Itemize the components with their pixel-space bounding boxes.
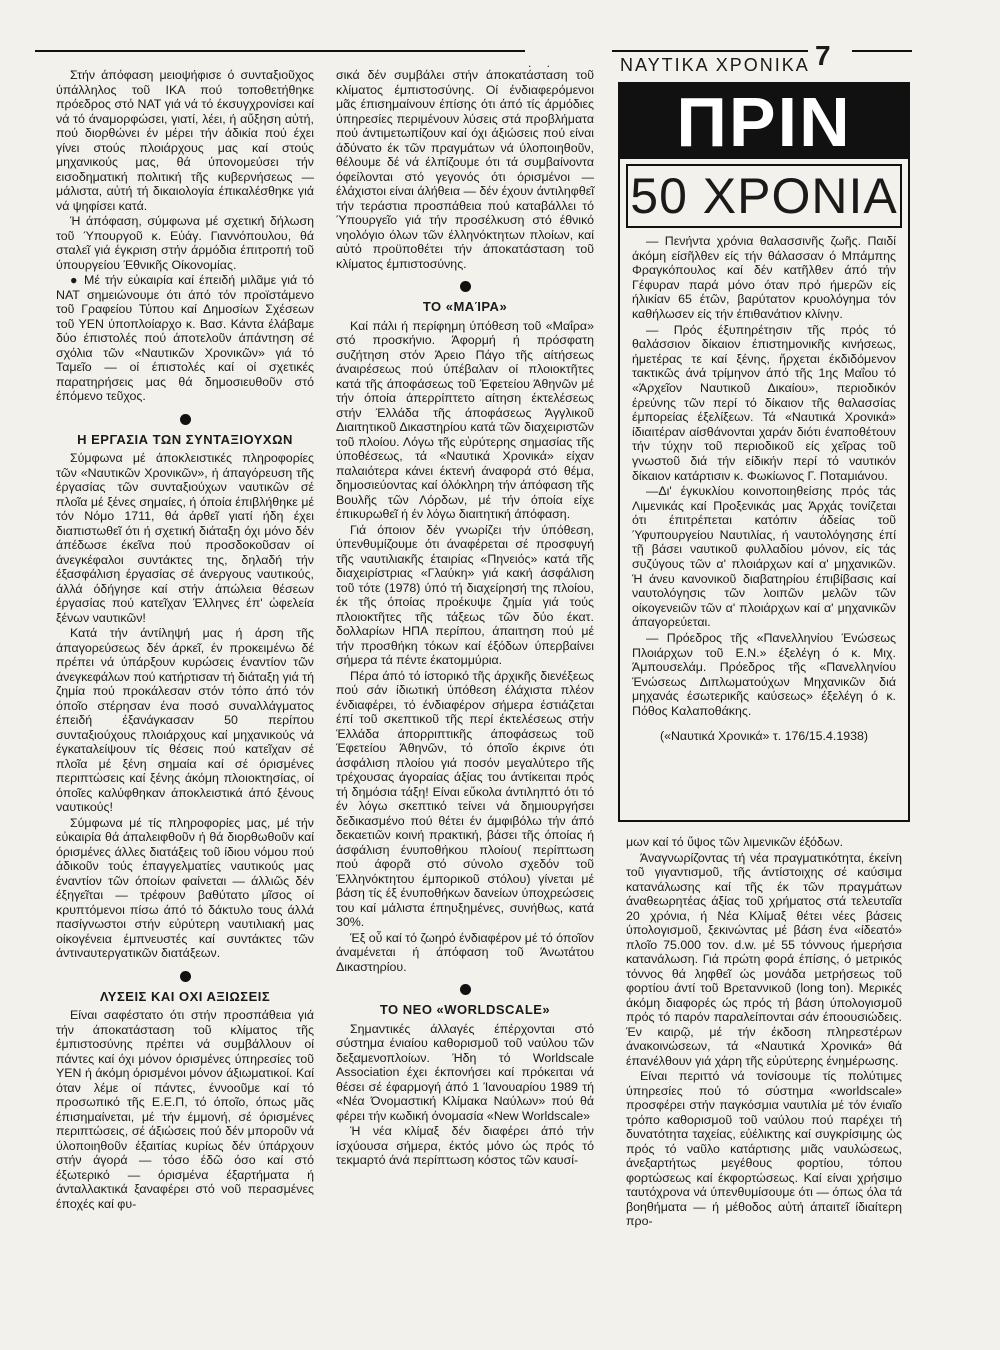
paragraph: Πέρα άπό τό ίστορικό τῆς άρχικῆς διενέξεως πού σάν ίδιωτική ύπόθεση έλάχιστα πλέον ένδιαφέρει, τό ένδιαφέρον σήμερα έστιάζεται έπί τοῦ σκεπτικοῦ τῆς περί έκτελέσεως στήν Έλλάδα άπορριπτικῆς άποφάσεως τοῦ Έφετείου Άθηνῶν, τό όποῖο έκρινε ότι άσφάλιση πλοίου γιά ποσόν μεγαλύτερο τῆς τρέχουσας άγοραίας άξίας του άντίκειται πρός τή δημόσια τάξη! Είναι εὔκολα άντιληπτό ότι τό έν λόγω σκεπτικό τείνει νά δημιουργήσει δεδικασμένο πού θέτει έν άμφιβόλω τήν άπό δεκαετιῶν κοινή πρακτική, βάσει τῆς όποίας ή άσφάλιση ένυποθήκου πλοίου( περίπτωση πού άφορᾶ στό σύνολο σχεδόν τοῦ Έλληνόκτητου έμπορικοῦ στόλου) γίνεται μέ βάση τίς έξ ένυποθήκων δανείων ύποχρεώσεις του καί μάλιστα έπηυξημένες, συνήθως, κατά 30%. bbox=[336, 668, 594, 929]
paragraph: Σημαντικές άλλαγές έπέρχονται στό σύστημα ένιαίου καθορισμοῦ τοῦ ναύλου τῶν δεξαμενοπλοίων. Ήδη τό Worldscale Association έχει έκπονήσει καί πρόκειται νά θέσει σέ έφαρμογή άπό 1 Ίανουαρίου 1989 τή «Νέα Όνομαστική Κλίμακα Ναύλων» πού θά φέρει τήν κωδική όνομασία «New Worldscale» bbox=[336, 1021, 594, 1123]
column-1 bbox=[56, 68, 314, 1212]
paragraph: Ή νέα κλίμαξ δέν διαφέρει άπό τήν ίσχύουσα σήμερα, έκτός μόνο ώς πρός τό τεκμαρτό άνά περίπτωση κόστος τῶν καυσί- bbox=[336, 1124, 594, 1167]
section-heading: ΛΥΣΕΙΣ ΚΑΙ ΟΧΙ ΑΞΙΩΣΕΙΣ bbox=[99, 988, 271, 1004]
paragraph: Ή άπόφαση, σύμφωνα μέ σχετική δήλωση τοῦ Ύπουργοῦ κ. Εὐάγ. Γιαννόπουλου, θά σταλεῖ γιά έγκριση στήν άρμόδια έπιτροπή τοῦ ύπουργείου Έθνικῆς Οίκονομίας. bbox=[56, 214, 314, 272]
paragraph: — Πρόεδρος τῆς «Πανελληνίου Ένώσεως Πλοιάρχων τοῦ Ε.Ν.» έξελέγη ό κ. Μιχ. Άμπουσελάμ. Πρόεδρος τῆς «Πανελληνίου Ένώσεως Διπλωματούχων Μηχανικῶν διά μηχανάς έσωτερικῆς καύσεως» έξελέγη ό κ. Πόθος Καλαποθάκης. bbox=[632, 631, 896, 718]
paragraph: Γιά όποιον δέν γνωρίζει τήν ύπόθεση, ύπενθυμίζουμε ότι άναφέρεται σέ προσφυγή τῆς ναυτιλιακῆς έταιρίας «Πηνειός» κατά τῆς διαχειρίστριας «Γλαύκη» γιά κακή άσφάλιση τοῦ τότε (1978) ύπό τή διαχείρησή της πλοίου, έκ τῆς όποίας προέκυψε ζημία γιά τούς πλοιοκτῆτες τῆς τάξεως τῶν δύο έκατ. δολλαρίων ΗΠΑ περίπου, άπαιτηση πού μέ τήν προσθήκη τόκων καί έξόδων ύπερβαίνει σήμερα τά πέντε έκατομμύρια. bbox=[336, 522, 594, 667]
header-rule-mid bbox=[612, 50, 808, 52]
paragraph: Είναι περιττό νά τονίσουμε τίς πολύτιμες ύπηρεσίες πού τό σύστημα «worldscale» προσφέρει στήν παγκόσμια ναυτιλία μέ τόν ένιαῖο τρόπο καθορισμοῦ τοῦ ναύλου πού παρέχει τή δυνατότητα ταχείας, εὐέλικτης καί συγκρίσιμης ώς πρός τό ναῦλο κατάρτισης μιᾶς ναυλώσεως, άνεξαρτήτως μεγέθους φορτίου, τόπου φορτώσεως καί έκφορτώσεως. Καί είναι χρήσιμο ταυτόχρονα νά ύπενθυμίσουμε ότι — όπως όλα τά βοηθήματα — ή μέθοδος αὐτή άπαιτεῖ ίδιαίτερη προ- bbox=[626, 1069, 902, 1228]
paragraph: μων καί τό ὕψος τῶν λιμενικῶν έξόδων. bbox=[626, 835, 844, 849]
page-number: 7 bbox=[815, 40, 831, 71]
paragraph: σικά δέν συμβάλει στήν άποκατάσταση τοῦ κλίματος έμπιστοσύνης. Οί ένδιαφερόμενοι μᾶς έπισημαίνουν έπίσης ότι άπό τίς άρμόδιες ύπηρεσίες περιμένουν λύσεις στά προβλήματα πού άντιμετωπίζουν καί όχι άξιώσεις πού είναι άδύνατο έκ τῶν πραγμάτων νά ύλοποιηθοῦν, θέλουμε δέ νά έλπίζουμε ότι τά συμβαίνοντα όφείλονται στό γεγονός ότι όρισμένοι — έλάχιστοι είναι άλήθεια — δέν έχουν άντιληφθεῖ τήν τεράστια προσπάθεια πού καταβάλλει τό Ύπουργεῖο γιά τήν προσέλκυση στό έθνικό νηολόγιο όλων τῶν έλληνόκτητων πλοίων, καί αὐτό προϋποθέτει τήν άποκατάσταση τοῦ κλίματος έμπιστοσύνης. bbox=[336, 68, 594, 271]
box-source: («Ναυτικά Χρονικά» τ. 176/15.4.1938) bbox=[659, 728, 869, 743]
section-heading: Η ΕΡΓΑΣΙΑ ΤΩΝ ΣΥΝΤΑΞΙΟΥΧΩΝ bbox=[77, 431, 293, 447]
paragraph: Άναγνωρίζοντας τή νέα πραγματικότητα, έκείνη τοῦ γιγαντισμοῦ, τῆς άντίστοιχης σέ καύσιμα κατανάλωσης καί τῆς έκ τῶν πραγμάτων άναθεωρητέας άξίας τοῦ χρήματος στά τελευταῖα 20 χρόνια, ή Νέα Κλίμαξ θέτει νέες βάσεις ύπολογισμοῦ, ξεκινώντας μέ βάση ένα «ίδεατό» πλοῖο 75.000 τον. d.w. μέ 55 τόννους ήμερήσια κατανάλωση. Γιά πρώτη φορά έπίσης, ό μετρικός τόννος θά ληφθεῖ ώς μονάδα μετρήσεως τοῦ φορτίου άντί τοῦ Βρεταννικοῦ (long ton). Μερικές άκόμη διαφορές ώς πρός τή βάση ύπολογισμοῦ πρός τό παρόν παραλείπονται σάν έποουσιώδεις. Έν καιρῷ, μέ τήν έκδοση πληρεστέρων άνακοινώσεων, τά «Ναυτικά Χρονικά» θά έπανέλθουν γιά χάρη τῆς εὐρύτερης ένημέρωσης. bbox=[626, 850, 902, 1068]
box-subtitle: 50 ΧΡΟΝΙΑ bbox=[626, 164, 902, 228]
bullet-dot bbox=[460, 984, 471, 995]
header-dots: . . bbox=[528, 56, 557, 70]
paragraph: Σύμφωνα μέ άποκλειστικές πληροφορίες τῶν «Ναυτικῶν Χρονικῶν», ή άπαγόρευση τῆς έργασίας τῶν συνταξιούχων ναυτικῶν σέ πλοῖα μέ ξένες σημαίες, ή όποία έπιβλήθηκε μέ τόν Νόμο 1711, θά άρθεῖ γιατί ήδη έχει διαπιστωθεῖ ότι ή σχετική διάταξη όχι μόνο δέν άπέδωσε έκεῖνα πού προσδοκοῦσαν οί άνεγκέφαλοι συντάκτες της, δηλαδή τήν έξασφάλιση έργασίας σέ άνεργους ναυτικούς, άλλά όδήγησε καί στήν άπώλεια θέσεων έργασίας πού κατεῖχαν Έλληνες έπ' ὠφελεία ξένων ναυτικῶν! bbox=[56, 451, 314, 625]
paragraph: — Πρός έξυπηρέτησιν τῆς πρός τό θαλάσσιον δίκαιον έπιστημονικῆς κινήσεως, ήμετέρας τε καί ξένης, ἤρχεται έκδιδόμενον τακτικῶς άνά τρίμηνον άπό τῆς 1ης Μαΐου τό «Άρχεῖον Ναυτικοῦ Δικαίου», περιοδικόν έρεύνης τῶν περί τό δίκαιον τῆς θαλασσίας έμπορείας έξελίξεων. Τά «Ναυτικά Χρονικά» ίδιαιτέραν αίσθάνονται χαράν διότι έναποθέτουν τήν τύχην τοῦ περιοδικοῦ είς χεῖρας τοῦ γνωστοῦ διά τήν είδικήν περί τό ναυτικόν δίκαιον κατάρτισιν κ. Φωκίωνος Γ. Ποταμιάνου. bbox=[632, 322, 896, 483]
paragraph: Σύμφωνα μέ τίς πληροφορίες μας, μέ τήν εὐκαιρία θά άπαλειφθοῦν ή θά διορθωθοῦν καί όρισμένες άλλες διατάξεις τοῦ ίδιου νόμου πού άδικοῦν τούς έπαγγελματίες ναυτικούς μας έναντίον τῶν όποίων φαίνεται — άλλιῶς δέν έξηγεῖται — τρέφουν βαθύτατο μῖσος οί κρυπτόμενοι πίσω άπό τό δάκτυλο τους άλλά πασίγνωστοι στήν εὐρύτερη ναυτιλιακή μας οίκογένεια έμπνευστές καί συντάκτες τῶν άντιναυτεργατικῶν διατάξεων. bbox=[56, 815, 314, 960]
box-title: ΠΡΙΝ bbox=[620, 84, 908, 159]
paragraph: Καί πάλι ή περίφημη ύπόθεση τοῦ «Μαΐρα» στό προσκήνιο. Άφορμή ή πρόσφατη συζήτηση στόν Άρειο Πάγο τῆς αίτήσεως άναιρέσεως πού ύπέβαλαν οί πλοιοκτῆτες κατά τῆς άποφάσεως τοῦ Έφετείου Άθηνῶν μέ τήν όποία άπερρίπτετο αίτηση έκτελέσεως στήν Έλλάδα τῆς άποφάσεως Άγγλικοῦ Διαιτητικοῦ Δικαστηρίου κατά τῶν διαχειριστῶν τοῦ πλοίου. Λόγω τῆς εὐρύτερης σημασίας τῆς ύποθέσεως, τά «Ναυτικά Χρονικά» είχαν παλαιότερα κάνει έκτενή άναφορά στό θέμα, δημοσιεύοντας καί όλόκληρη τήν άπόφαση τῆς Βουλῆς τῶν Λόρδων, μέ τήν όποία είχε έπικυρωθεῖ ή έν λόγω διαιτητική άπόφαση. bbox=[336, 318, 594, 521]
paragraph: ● Μέ τήν εὐκαιρία καί έπειδή μιλᾶμε γιά τό ΝΑΤ σημειώνουμε ότι άπό τόν προϊστάμενο τοῦ Γραφείου Τύπου καί Δημοσίων Σχέσεων τοῦ ΥΕΝ ύποπλοίαρχο κ. Βασ. Κάντα έλάβαμε δύο έπιστολές πού άποτελοῦν άπάντηση σέ σχόλια τῶν «Ναυτικῶν Χρονικῶν» γιά τό Ταμεῖο — οί έπιστολές καί οί σχετικές παρατηρήσεις μας θά δημοσιευθοῦν στό έπόμενο τεῦχος. bbox=[56, 273, 314, 403]
paragraph: Έξ οὗ καί τό ζωηρό ένδιαφέρον μέ τό όποῖον άναμένεται ή άπόφαση τοῦ Άνωτάτου Δικαστηρίου. bbox=[336, 930, 594, 974]
box-body bbox=[632, 234, 896, 743]
header-rule-left bbox=[35, 50, 525, 52]
paragraph: — Πενήντα χρόνια θαλασσινῆς ζωῆς. Παιδί άκόμη είσῆλθεν είς τήν θάλασσαν ό Μπάμπης Φραγκόπουλος καί δέν κατῆλθεν άπό τήν Γέφυραν παρά μόνο όταν πρό ήμερῶν είς ήλικίαν 65 έτῶν, βαρύτατον κρυολόγημα τόν καθήλωσεν είς τήν έπιθανάτιον κλίνην. bbox=[632, 234, 896, 321]
paragraph: Κατά τήν άντίληψή μας ή άρση τῆς άπαγορεύσεως δέν άρκεῖ, έν προκειμένω δέ πρέπει νά ύπάρξουν κυρώσεις έναντίον τῶν άνεγκεφάλων πού κατήρτισαν τή διάταξη γιά τή ζημία πού προκάλεσαν στόν τόπο άπό τόν όποῖο στέρησαν ένα ποσό συναλλάγματος έπειδή έξανάγκασαν 50 περίπου συνταξιούχους πλοιάρχους καί μηχανικούς νά έγκαταλείψουν τίς θέσεις πού κατεῖχαν σέ πλοῖα μέ ξένη σημαία καί σέ όρισμένες περιπτώσεις καί ξένης άκόμη πλοιοκτησίας, οί όποῖες καλύφθηκαν άποκλειστικά άπό ξένους ναυτικούς! bbox=[56, 626, 314, 814]
header-rule-right bbox=[852, 50, 912, 52]
paragraph: —Δι' έγκυκλίου κοινοποιηθείσης πρός τάς Λιμενικάς καί Προξενικάς μας Άρχάς τονίζεται ότι έπιτρέπεται κατόπιν άδείας τοῦ Ύφυπουργείου Ναυτιλίας, ή ναυτολόγησης έπί τῇ βάσει ναυτικοῦ φυλλαδίου μόνον, είς τάς συζύγους τῶν α' πλοιάρχων καί α' μηχανικῶν. Ή άνευ κανονικοῦ διαβατηρίου έπιβίβασις καί ναυτολόγησις τῶν λοιπῶν μελῶν τῶν οίκογενειῶν τῶν α' πλοιάρχων καί α' μηχανικῶν άπαγορεύεται. bbox=[632, 484, 896, 630]
bullet-dot bbox=[460, 281, 471, 292]
bullet-dot bbox=[180, 414, 191, 425]
section-heading: ΤΟ ΝΕΟ «WORLDSCALE» bbox=[379, 1002, 551, 1017]
prin-50-xronia-box bbox=[618, 82, 910, 822]
paragraph: Είναι σαφέστατο ότι στήν προσπάθεια γιά τήν άποκατάσταση τοῦ κλίματος τῆς έμπιστοσύνης πρέπει νά συμβάλλουν οί πάντες καί όχι μόνον όρισμένες ύπηρεσίες τοῦ ΥΕΝ ή άκόμη όρισμένοι μόνον άξιωματικοί. Καί όταν λέμε οί πάντες, έννοοῦμε καί τό προσωπικό τῆς Ε.Ε.Π, τό όποῖο, όπως μᾶς έπισημαίνεται, μέ τήν έμμονή, σέ όρισμένες περιπτώσεις, σέ άξιώσεις πού δέν μποροῦν νά ύλοποιηθοῦν έξαιτίας κυρίως δέν ύπάρχουν στήν άγορά — τόσο έδῶ όσο καί στό έξωτερικό — όρισμένα έξαρτήματα ή άνταλλακτικά ξαναφέρει στό νοῦ περασμένες έποχές καί φυ- bbox=[56, 1008, 314, 1211]
paragraph: Στήν άπόφαση μειοψήφισε ό συνταξιοῦχος ύπάλληλος τοῦ ΙΚΑ πού τοποθετήθηκε πρόεδρος στό ΝΑΤ γιά νά τό έκσυγχρονίσει καί νά τό άναμορφώσει, γιατί, λέει, ή αὔξηση αὐτή, πού διορθώνει έν μέρει τήν άδικία πού έχει γίνει στούς πλοιάρχους μας καί στούς μηχανικούς μας, θά ύπονομεύσει τήν εισοδηματική πολιτική τῆς κυβερνήσεως — μάλιστα, αὐτή τή δικαιολογία έπικαλέσθηκε γιά νά ψηφίσει κατά. bbox=[56, 68, 314, 213]
column-3 bbox=[626, 835, 902, 1230]
column-2 bbox=[336, 68, 594, 1169]
section-heading: ΤΟ «ΜΑΊΡΑ» bbox=[422, 299, 508, 314]
bullet-dot bbox=[180, 971, 191, 982]
magazine-title: ΝΑΥΤΙΚΑ ΧΡΟΝΙΚΑ bbox=[620, 55, 810, 75]
